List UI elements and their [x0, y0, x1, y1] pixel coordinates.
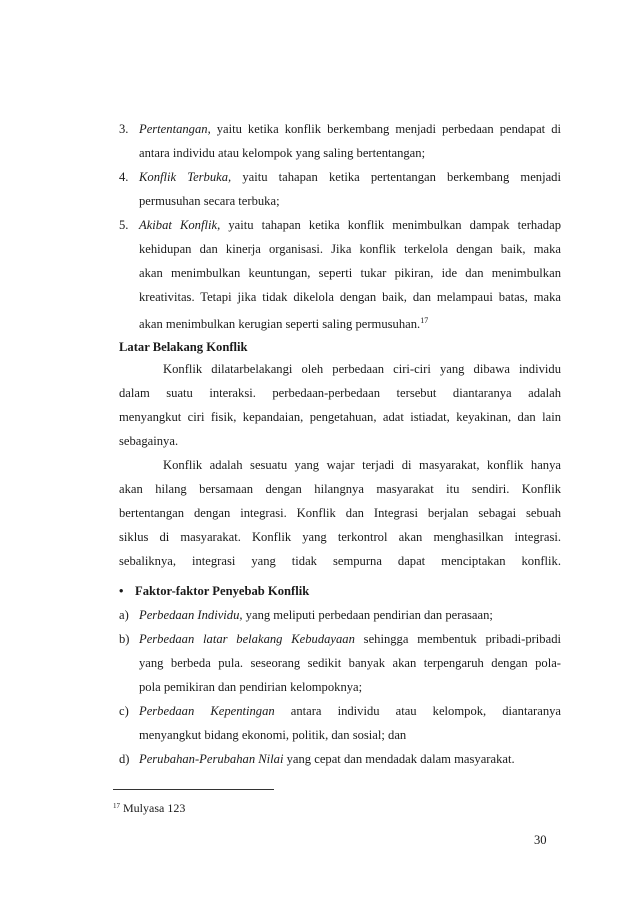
page-number: 30	[534, 833, 547, 847]
factor-term: Perbedaan Individu,	[139, 608, 243, 622]
paragraph-line: Konflik adalah sesuatu yang wajar terjadi di masyarakat, konflik hanya	[163, 458, 561, 472]
list-term: Pertentangan	[139, 122, 208, 136]
paragraph-line: menyangkut ciri fisik, kepandaian, pengetahuan, adat istiadat, keyakinan, dan lain	[119, 410, 561, 424]
factor-item-d	[119, 751, 515, 767]
footnote	[113, 798, 185, 816]
list-item-4-cont: permusuhan secara terbuka;	[139, 194, 280, 208]
list-term: Akibat Konflik	[139, 218, 218, 232]
footnote-text: Mulyasa 123	[120, 801, 186, 815]
list-number: 3.	[119, 122, 129, 136]
list-item-3	[119, 121, 561, 137]
list-text: , yaitu ketika konflik berkembang menjadi perbedaan pendapat di	[207, 122, 561, 136]
list-number: 4.	[119, 170, 129, 184]
list-item-4	[119, 169, 561, 185]
paragraph-line: sebaliknya, integrasi yang tidak sempurna dapat menciptakan konflik.	[119, 554, 561, 568]
list-item-5-cont: kehidupan dan kinerja organisasi. Jika konflik terkelola dengan baik, maka	[139, 242, 561, 256]
factor-item-b	[119, 631, 561, 647]
footnote-rule	[113, 789, 274, 790]
factor-term: Perubahan-Perubahan Nilai	[139, 752, 284, 766]
section-heading: Latar Belakang Konflik	[119, 340, 248, 354]
factor-item-b-cont: pola pemikiran dan pendirian kelompoknya;	[139, 680, 363, 694]
list-text: yaitu tahapan ketika pertentangan berkembang menjadi	[231, 170, 561, 184]
footnote-number: 17	[113, 802, 120, 810]
factor-label: c)	[119, 704, 129, 718]
paragraph-line: bertentangan dengan integrasi. Konflik dan Integrasi berjalan sebagai sebuah	[119, 506, 561, 520]
factor-label: a)	[119, 608, 129, 622]
list-text: akan menimbulkan kerugian seperti saling permusuhan.	[139, 317, 421, 332]
list-text: , yaitu tahapan ketika konflik menimbulkan dampak terhadap	[217, 218, 561, 232]
list-item-5-cont: akan menimbulkan keuntungan, seperti tukar pikiran, ide dan menimbulkan	[139, 266, 561, 280]
paragraph-line: Konflik dilatarbelakangi oleh perbedaan ciri-ciri yang dibawa individu	[163, 362, 561, 376]
paragraph-line: akan hilang bersamaan dengan hilangnya masyarakat itu sendiri. Konflik	[119, 482, 561, 496]
paragraph-line: siklus di masyarakat. Konflik yang terkontrol akan menghasilkan integrasi.	[119, 530, 561, 544]
factor-term: Perbedaan Kepentingan	[139, 704, 275, 718]
factor-term: Perbedaan latar belakang Kebudayaan	[139, 632, 355, 646]
list-item-3-cont: antara individu atau kelompok yang saling bertentangan;	[139, 146, 426, 160]
factor-label: d)	[119, 752, 130, 766]
factor-text: antara individu atau kelompok, diantaranya	[274, 704, 561, 718]
factor-label: b)	[119, 632, 130, 646]
list-number: 5.	[119, 218, 129, 232]
paragraph-line: sebagainya.	[119, 434, 179, 448]
paragraph-line: dalam suatu interaksi. perbedaan-perbedaan tersebut diantaranya adalah	[119, 386, 561, 400]
factor-item-b-cont: yang berbeda pula. seseorang sedikit banyak akan terpengaruh dengan pola-	[139, 656, 561, 670]
list-term: Konflik Terbuka,	[139, 170, 232, 184]
factor-text: sehingga membentuk pribadi-pribadi	[354, 632, 561, 646]
list-item-5-cont: kreativitas. Tetapi jika tidak dikelola dengan baik, dan melampaui batas, maka	[139, 290, 561, 304]
factor-text: yang cepat dan mendadak dalam masyarakat.	[283, 752, 515, 766]
factor-item-c	[119, 703, 561, 719]
list-item-5	[119, 217, 561, 233]
list-item-5-cont	[139, 313, 428, 332]
bullet-icon: •	[119, 584, 124, 598]
factor-item-c-cont: menyangkut bidang ekonomi, politik, dan sosial; dan	[139, 728, 407, 742]
factors-heading	[119, 583, 309, 599]
factor-text: yang meliputi perbedaan pendirian dan perasaan;	[242, 608, 493, 622]
factors-heading-text: Faktor-faktor Penyebab Konflik	[135, 584, 310, 598]
footnote-ref: 17	[420, 316, 429, 325]
factor-item-a	[119, 607, 493, 623]
